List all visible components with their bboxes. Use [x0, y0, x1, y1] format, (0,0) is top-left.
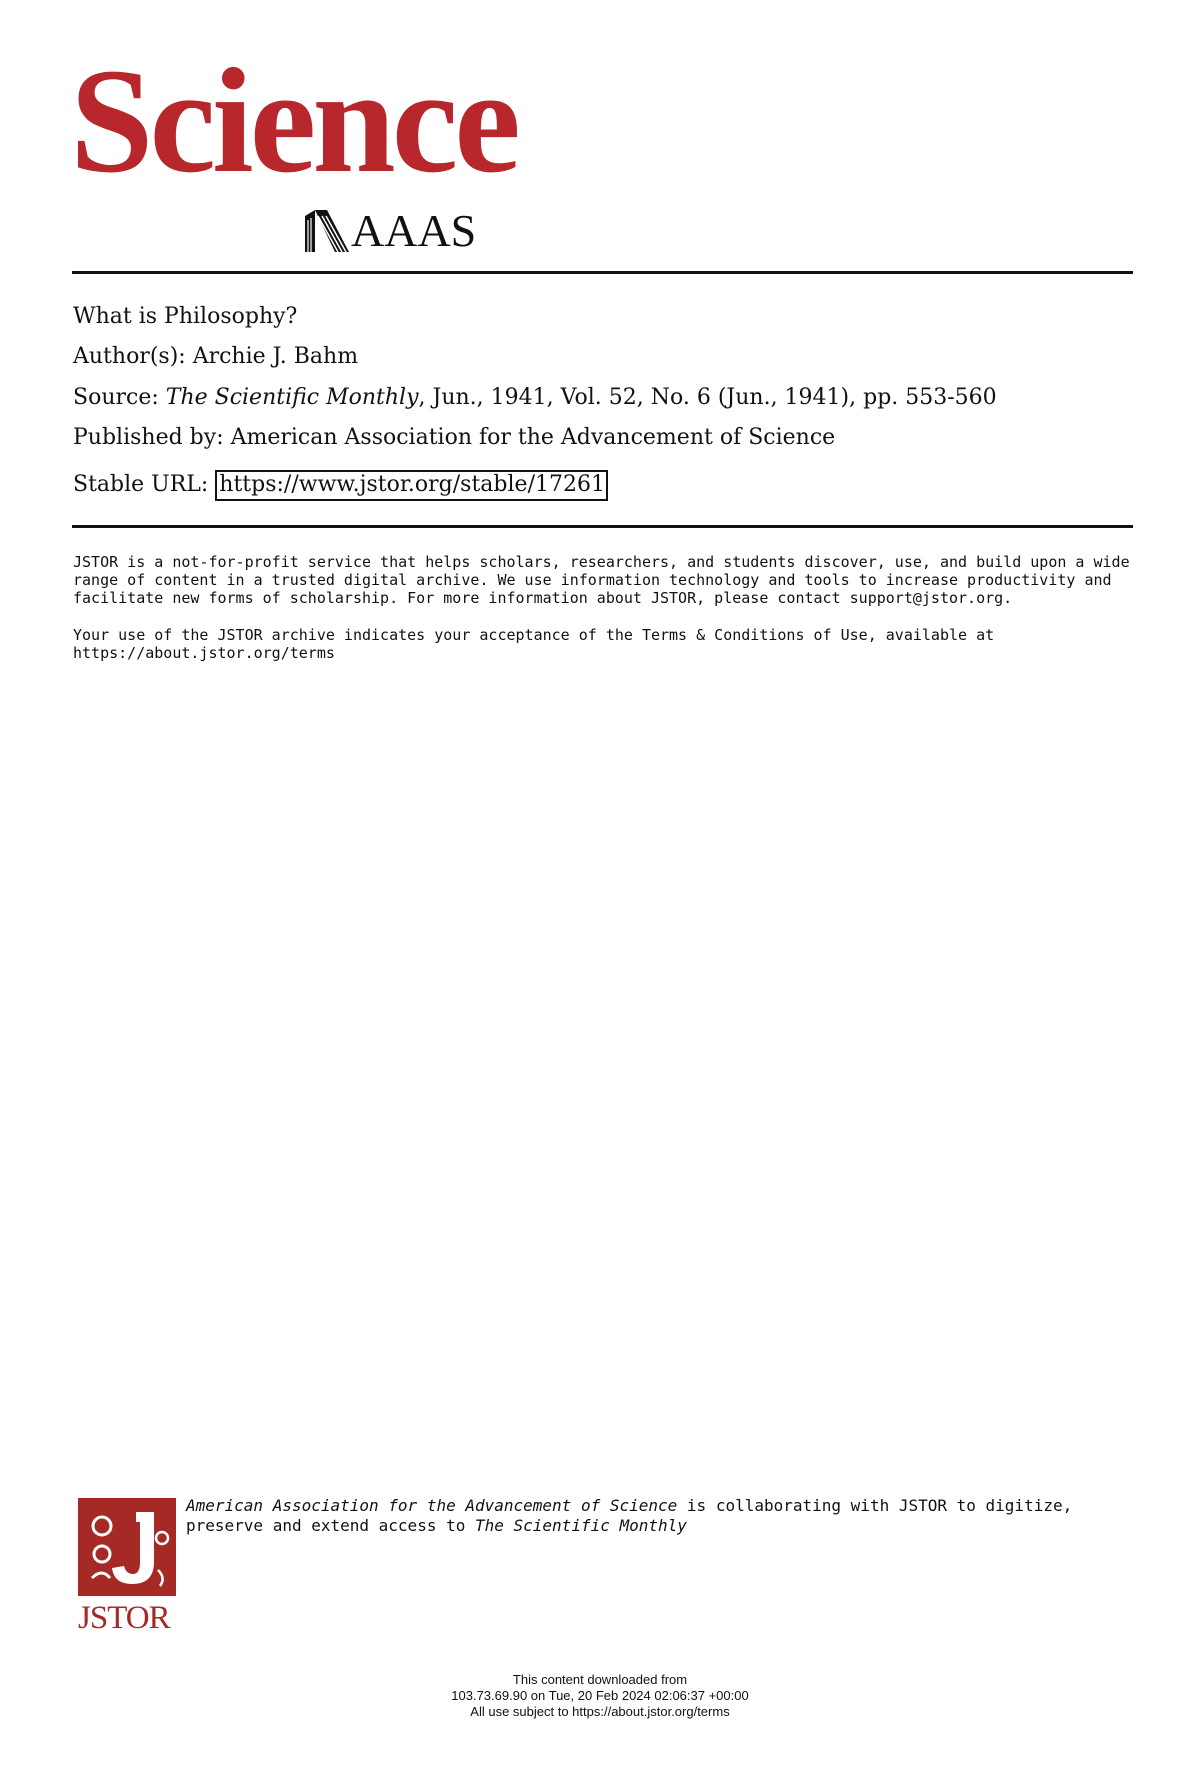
published-by-line: Published by: American Association for the Advancement of Science: [73, 425, 836, 450]
stable-url-line: [73, 470, 608, 501]
source-label: Source:: [73, 385, 159, 410]
source-details: , Jun., 1941, Vol. 52, No. 6 (Jun., 1941), pp. 553-560: [418, 385, 997, 410]
jstor-wordmark: JSTOR: [78, 1600, 170, 1636]
jstor-logo: [78, 1498, 176, 1637]
aaas-mark-icon: [305, 210, 349, 252]
footer-line: All use subject to https://about.jstor.org/terms: [470, 1704, 730, 1719]
notice-line: range of content in a trusted digital archive. We use information technology and tools to increase productivity and: [73, 571, 1112, 589]
article-title: What is Philosophy?: [73, 304, 298, 329]
aaas-logo: [305, 205, 477, 256]
author-label: Author(s):: [73, 344, 186, 369]
source-line: [73, 387, 997, 409]
footer-line: 103.73.69.90 on Tue, 20 Feb 2024 02:06:37 +00:00: [451, 1688, 749, 1703]
author-name: Archie J. Bahm: [192, 344, 359, 369]
collab-org: American Association for the Advancement of Science: [186, 1496, 678, 1515]
jstor-emblem-icon: [78, 1498, 176, 1596]
download-footer: [0, 1672, 1200, 1720]
stable-url-label: Stable URL:: [73, 472, 209, 497]
terms-link[interactable]: https://about.jstor.org/terms: [73, 644, 335, 662]
footer-line: This content downloaded from: [512, 1672, 688, 1687]
notice-line: facilitate new forms of scholarship. For more information about JSTOR, please contact support@jstor.org.: [73, 589, 1013, 607]
science-logo: Science: [70, 38, 517, 204]
top-divider: [72, 271, 1133, 274]
collab-journal: The Scientific Monthly: [474, 1516, 687, 1535]
terms-notice: [73, 626, 1133, 662]
collaboration-statement: [186, 1496, 1086, 1536]
stable-url-link[interactable]: https://www.jstor.org/stable/17261: [215, 470, 608, 501]
jstor-notice: [73, 553, 1133, 607]
author-line: [73, 346, 358, 368]
collab-text: preserve and extend access to: [186, 1516, 475, 1535]
aaas-wordmark: AAAS: [351, 205, 477, 256]
journal-name: The Scientific Monthly: [165, 385, 419, 410]
terms-line: Your use of the JSTOR archive indicates your acceptance of the Terms & Conditions of Use, available at: [73, 626, 995, 644]
notice-line: JSTOR is a not-for-profit service that helps scholars, researchers, and students discover, use, and build upon a wide: [73, 553, 1130, 571]
collab-text: is collaborating with JSTOR to digitize,: [677, 1496, 1073, 1515]
bottom-divider: [72, 525, 1133, 528]
